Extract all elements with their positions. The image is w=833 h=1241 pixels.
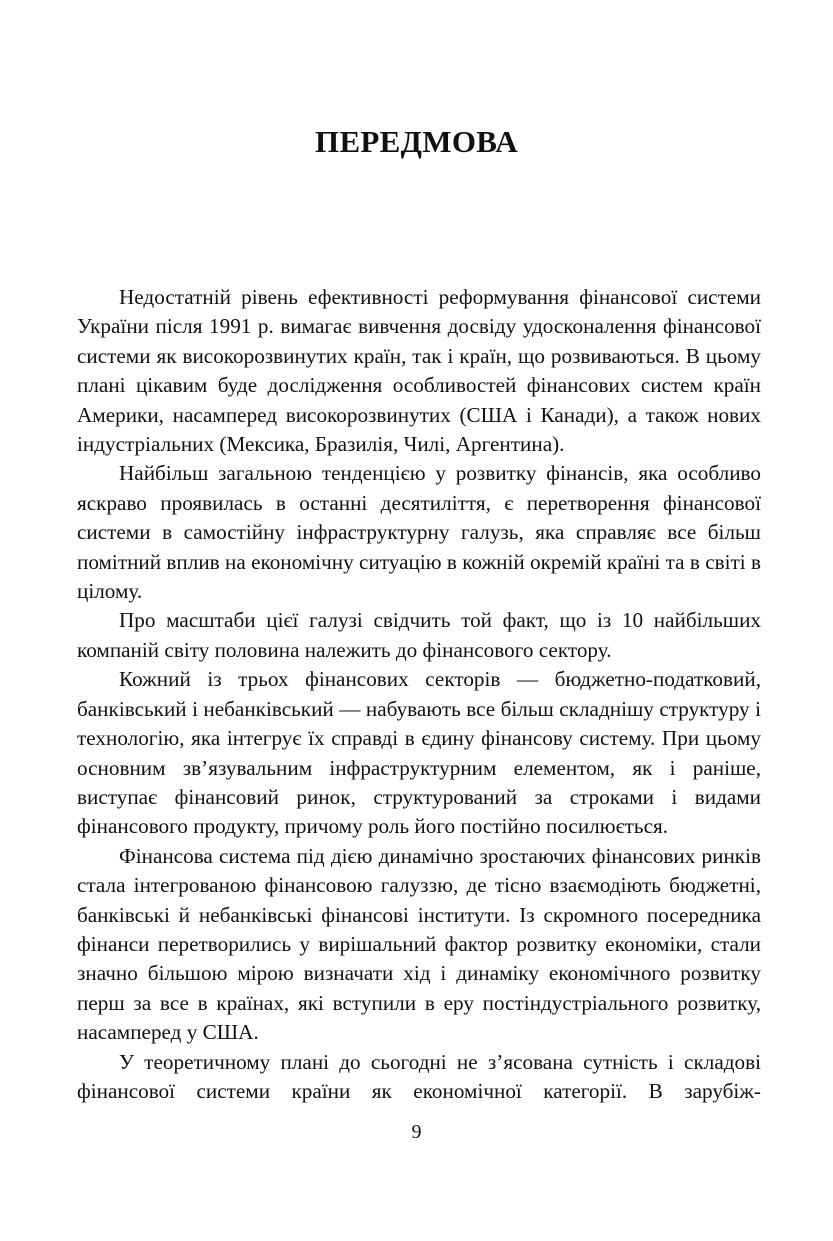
paragraph-1: Недостатній рівень ефективності реформування фінансової системи України після 1991 р. вимагає вивчення досвіду удосконалення фінансової системи як високорозвинутих країн, так і країн, що розвиваються. В цьому плані цікавим буде дослідження особливостей фінансових систем країн Америки, насамперед високорозвинутих (США і Канади), а також нових індустріальних (Мексика, Бразилія, Чилі, Аргентина). (77, 285, 761, 457)
page-title: ПЕРЕДМОВА (315, 124, 518, 159)
paragraph-2: Найбільш загальною тенденцією у розвитку фінансів, яка особливо яскраво проявилась в останні десятиліття, є перетворення фінансової системи в самостійну інфраструктурну галузь, яка справляє все більш помітний вплив на економічну ситуацію в кожній окремій країні та в світі в цілому. (77, 461, 761, 604)
page-number: 9 (411, 1121, 422, 1143)
body-text (77, 283, 761, 1106)
paragraph-4: Кожний із трьох фінансових секторів — бюджетно-податковий, банківський і небанківський — набувають все більш складнішу структуру і технологію, яка інтегрує їх справді в єдину фінансову систему. При цьому основним зв’язувальним інфраструктурним елементом, як і раніше, виступає фінансовий ринок, структурований за строками і видами фінансового продукту, причому роль його постійно посилюється. (77, 667, 761, 839)
paragraph-3: Про масштаби цієї галузі свідчить той факт, що із 10 найбільших компаній світу половина належить до фінансового сектору. (77, 608, 761, 662)
paragraph-6: У теоретичному плані до сьогодні не з’ясована сутність і складові фінансової системи країни як економічної категорії. В зарубіж- (77, 1049, 761, 1103)
paragraph-5: Фінансова система під дією динамічно зростаючих фінансових ринків стала інтегрованою фінансовою галуззю, де тісно взаємодіють бюджетні, банківські й небанківські фінансові інститути. Із скромного посередника фінанси перетворились у вирішальний фактор розвитку економіки, стали значно більшою мірою визначати хід і динаміку економічного розвитку перш за все в країнах, які вступили в еру постіндустріального розвитку, насамперед у США. (77, 843, 761, 1045)
